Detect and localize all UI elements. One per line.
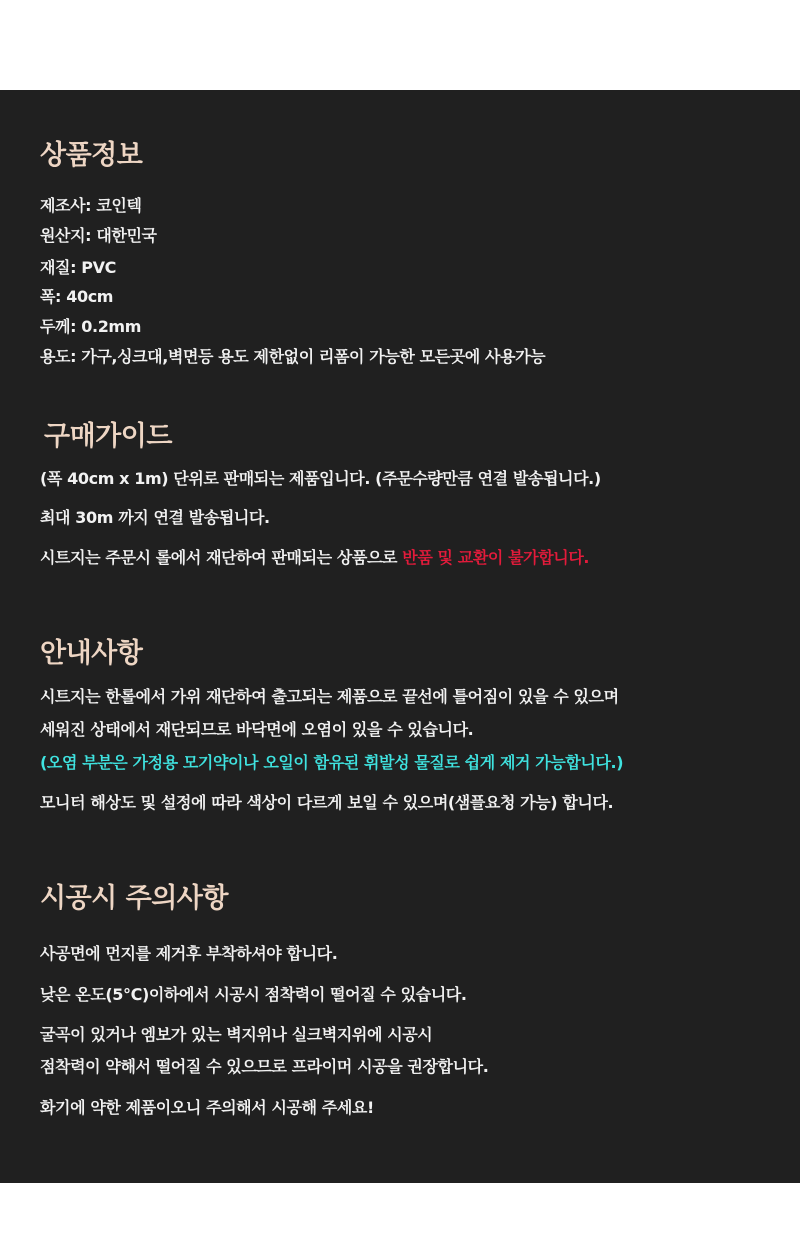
notice-tip: (오염 부분은 가정용 모기약이나 오일이 함유된 휘발성 물질로 쉽게 제거 가능합니다.) [40,753,624,772]
install-note-5: 화기에 약한 제품이오니 주의해서 시공해 주세요! [40,1098,374,1117]
thickness-text: 두께: 0.2mm [40,317,141,336]
notice-line-2: 세워진 상태에서 재단되므로 바닥면에 오염이 있을 수 있습니다. [40,720,474,739]
notice-line-1: 시트지는 한롤에서 가위 재단하여 출고되는 제품으로 끝선에 틀어짐이 있을 수 있으며 [40,687,619,706]
width-text: 폭: 40cm [40,287,114,306]
install-notes-heading: 시공시 주의사항 [40,883,228,914]
no-return-warning: 반품 및 교환이 불가합니다. [402,548,590,567]
origin-text: 원산지: 대한민국 [40,226,157,245]
product-detail-panel [0,90,800,1183]
install-note-1: 사공면에 먼지를 제거후 부착하셔야 합니다. [40,944,338,963]
install-note-3: 굴곡이 있거나 엠보가 있는 벽지위나 실크벽지위에 시공시 [40,1025,433,1044]
install-note-4: 점착력이 약해서 떨어질 수 있으므로 프라이머 시공을 권장합니다. [40,1057,489,1076]
purchase-guide-line-3-text: 시트지는 주문시 롤에서 재단하여 판매되는 상품으로 [40,548,403,567]
notice-line-4: 모니터 해상도 및 설정에 따라 색상이 다르게 보일 수 있으며(샘플요청 가능) 합니다. [40,793,614,812]
install-note-2: 낮은 온도(5℃)이하에서 시공시 점착력이 떨어질 수 있습니다. [40,985,467,1004]
manufacturer-text: 제조사: 코인텍 [40,196,142,215]
notice-heading: 안내사항 [40,638,143,669]
material-text: 재질: PVC [40,258,116,277]
purchase-guide-line-1: (폭 40cm x 1m) 단위로 판매되는 제품입니다. (주문수량만큼 연결 발송됩니다.) [40,469,601,488]
purchase-guide-line-3 [40,550,589,566]
usage-text: 용도: 가구,싱크대,벽면등 용도 제한없이 리폼이 가능한 모든곳에 사용가능 [40,347,546,366]
purchase-guide-line-2: 최대 30m 까지 연결 발송됩니다. [40,508,270,527]
purchase-guide-heading: 구매가이드 [44,421,172,452]
product-info-heading: 상품정보 [40,140,143,171]
